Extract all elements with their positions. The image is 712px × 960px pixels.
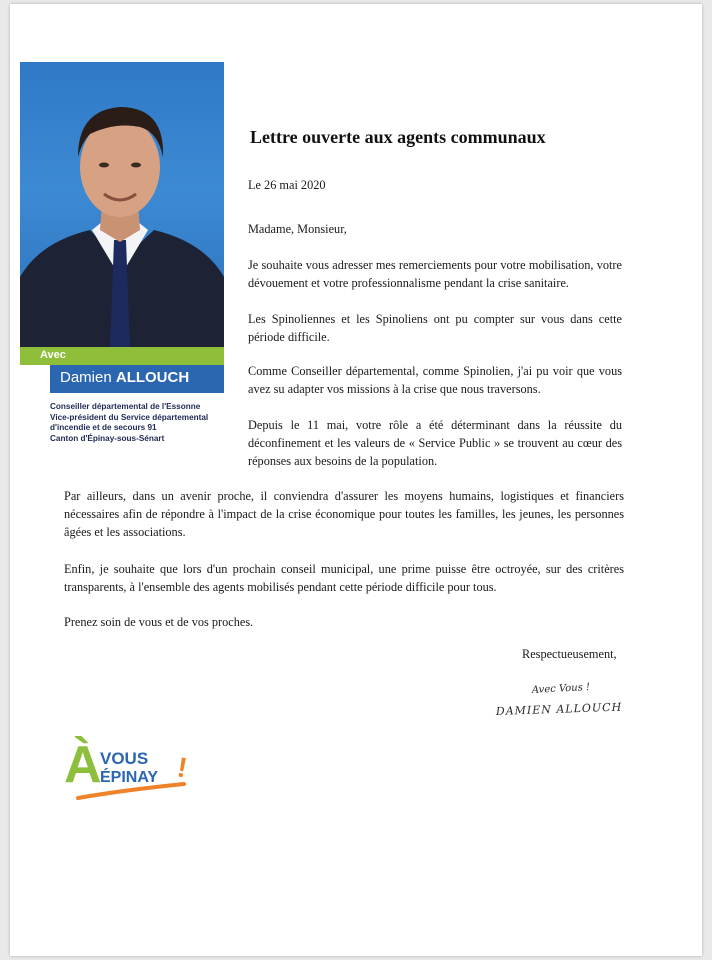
letter-paragraph: Les Spinoliennes et les Spinoliens ont pu compter sur vous dans cette période difficile. [248,312,622,344]
letter-paragraph: Comme Conseiller départemental, comme Spinolien, j'ai pu voir que vous avez su adapter vos missions à la crise que nous traversons. [248,364,622,396]
role-line: Canton d'Épinay-sous-Sénart [50,433,165,443]
letter-paragraph: Par ailleurs, dans un avenir proche, il conviendra d'assurer les moyens humains, logistiques et financiers nécessaires afin de répondre à l'impact de la crise économique pour toutes les familles, les jeunes, les personnes âgées et les associations. [64,489,624,539]
role-line: d'incendie et de secours 91 [50,423,157,432]
logo-word-vous: VOUS [100,749,149,768]
letter-title: Lettre ouverte aux agents communaux [250,127,546,147]
candidate-name [60,369,189,386]
role-line: Conseiller départemental de l'Essonne [50,402,201,411]
portrait-illustration [20,62,224,347]
logo-word-epinay: ÉPINAY [100,769,159,786]
last-name: ALLOUCH [115,369,190,386]
first-name: Damien [60,369,112,386]
avec-label: Avec [40,349,66,361]
logo-big-letter: À [64,736,102,794]
letter-date: Le 26 mai 2020 [248,178,326,192]
logo-exclamation: ! [174,751,190,784]
letter-paragraph: Enfin, je souhaite que lors d'un prochain conseil municipal, une prime puisse être octroyée, sur des critères transparents, à l'ensemble des agents mobilisés pendant cette période difficile pour tous. [64,562,624,594]
letter-closing: Respectueusement, [522,647,617,661]
letter-paragraph: Je souhaite vous adresser mes remerciements pour votre mobilisation, votre dévouement et votre professionnalisme pendant la crise sanitaire. [248,258,622,290]
handwritten-signature [486,675,626,725]
a-vous-epinay-logo [64,726,204,816]
profile-photo [20,62,224,347]
candidate-roles [50,402,250,444]
letter-paragraph: Prenez soin de vous et de vos proches. [64,615,254,629]
letter-salutation: Madame, Monsieur, [248,222,347,236]
letter-paragraph: Depuis le 11 mai, votre rôle a été déterminant dans la réussite du déconfinement et les valeurs de « Service Public » se trouvent au cœur des réponses aux besoins de la population. [248,418,622,468]
signature-line-1: Avec Vous ! [531,681,591,696]
signature-line-2: DAMIEN ALLOUCH [495,700,623,718]
role-line: Vice-président du Service départemental [50,412,209,422]
